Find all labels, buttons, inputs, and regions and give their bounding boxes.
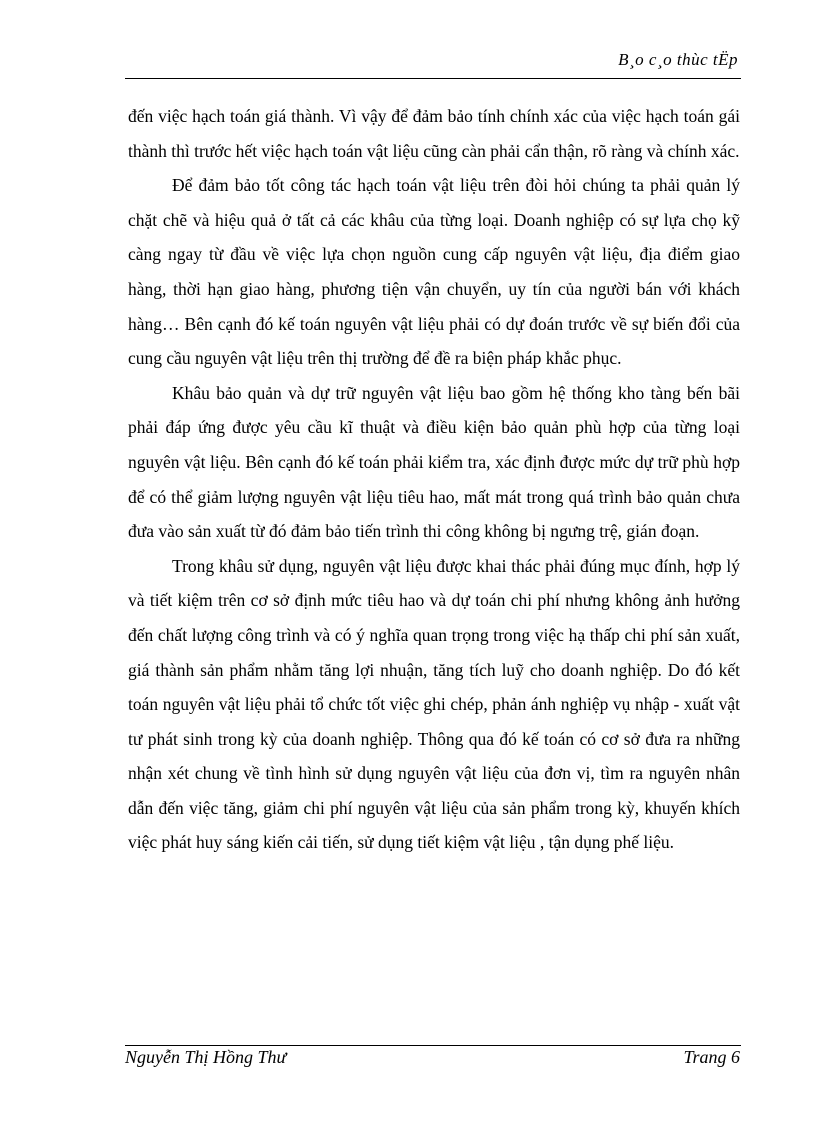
page-number: Trang 6 bbox=[683, 1047, 740, 1067]
paragraph-continuation: đến việc hạch toán giá thành. Vì vậy để đảm bảo tính chính xác của việc hạch toán gái thành thì trước hết việc hạch toán vật liệu cũng càn phải cẩn thận, rõ ràng và chính xác. bbox=[128, 106, 740, 161]
paragraph: Khâu bảo quản và dự trữ nguyên vật liệu bao gồm hệ thống kho tàng bến bãi phải đáp ứng được yêu cầu kĩ thuật và điều kiện bảo quản phù hợp của từng loại nguyên vật liệu. Bên cạnh đó kế toán phải kiểm tra, xác định được mức dự trữ phù hợp để có thể giảm lượng nguyên vật liệu tiêu hao, mất mát trong quá trình bảo quản chưa đưa vào sản xuất từ đó đảm bảo tiến trình thi công không bị ngưng trệ, gián đoạn. bbox=[128, 382, 740, 542]
header-title: B¸o c¸o thùc tËp bbox=[618, 50, 738, 69]
paragraph: Để đảm bảo tốt công tác hạch toán vật liệu trên đòi hỏi chúng ta phải quản lý chặt chẽ và hiệu quả ở tất cả các khâu của từng loại. Doanh nghiệp có sự lựa chọ kỹ càng ngay từ đầu về việc lựa chọn nguồn cung cấp nguyên vật liệu, địa điểm giao hàng, thời hạn giao hàng, phương tiện vận chuyển, uy tín của người bán với khách hàng… Bên cạnh đó kế toán nguyên vật liệu phải có dự đoán trước về sự biến đổi của cung cầu nguyên vật liệu trên thị trường để đề ra biện pháp khắc phục. bbox=[128, 175, 740, 369]
paragraph: Trong khâu sử dụng, nguyên vật liệu được khai thác phải đúng mục đính, hợp lý và tiết kiệm trên cơ sở định mức tiêu hao và dự toán chi phí nhưng không ảnh hưởng đến chất lượng công trình và có ý nghĩa quan trọng trong việc hạ thấp chi phí sản xuất, giá thành sản phẩm nhằm tăng lợi nhuận, tăng tích luỹ cho doanh nghiệp. Do đó kết toán nguyên vật liệu phải tổ chức tốt việc ghi chép, phản ánh nghiệp vụ nhập - xuất vật tư phát sinh trong kỳ của doanh nghiệp. Thông qua đó kế toán có cơ sở đưa ra những nhận xét chung về tình hình sử dụng nguyên vật liệu của đơn vị, tìm ra nguyên nhân dẫn đến việc tăng, giảm chi phí nguyên vật liệu của sản phẩm trong kỳ, khuyến khích việc phát huy sáng kiến cải tiến, sử dụng tiết kiệm vật liệu , tận dụng phế liệu. bbox=[128, 555, 740, 853]
footer-author: Nguyễn Thị Hồng Thư bbox=[125, 1047, 287, 1067]
document-body bbox=[128, 99, 740, 860]
header-divider bbox=[125, 78, 741, 79]
footer-divider bbox=[125, 1045, 741, 1046]
